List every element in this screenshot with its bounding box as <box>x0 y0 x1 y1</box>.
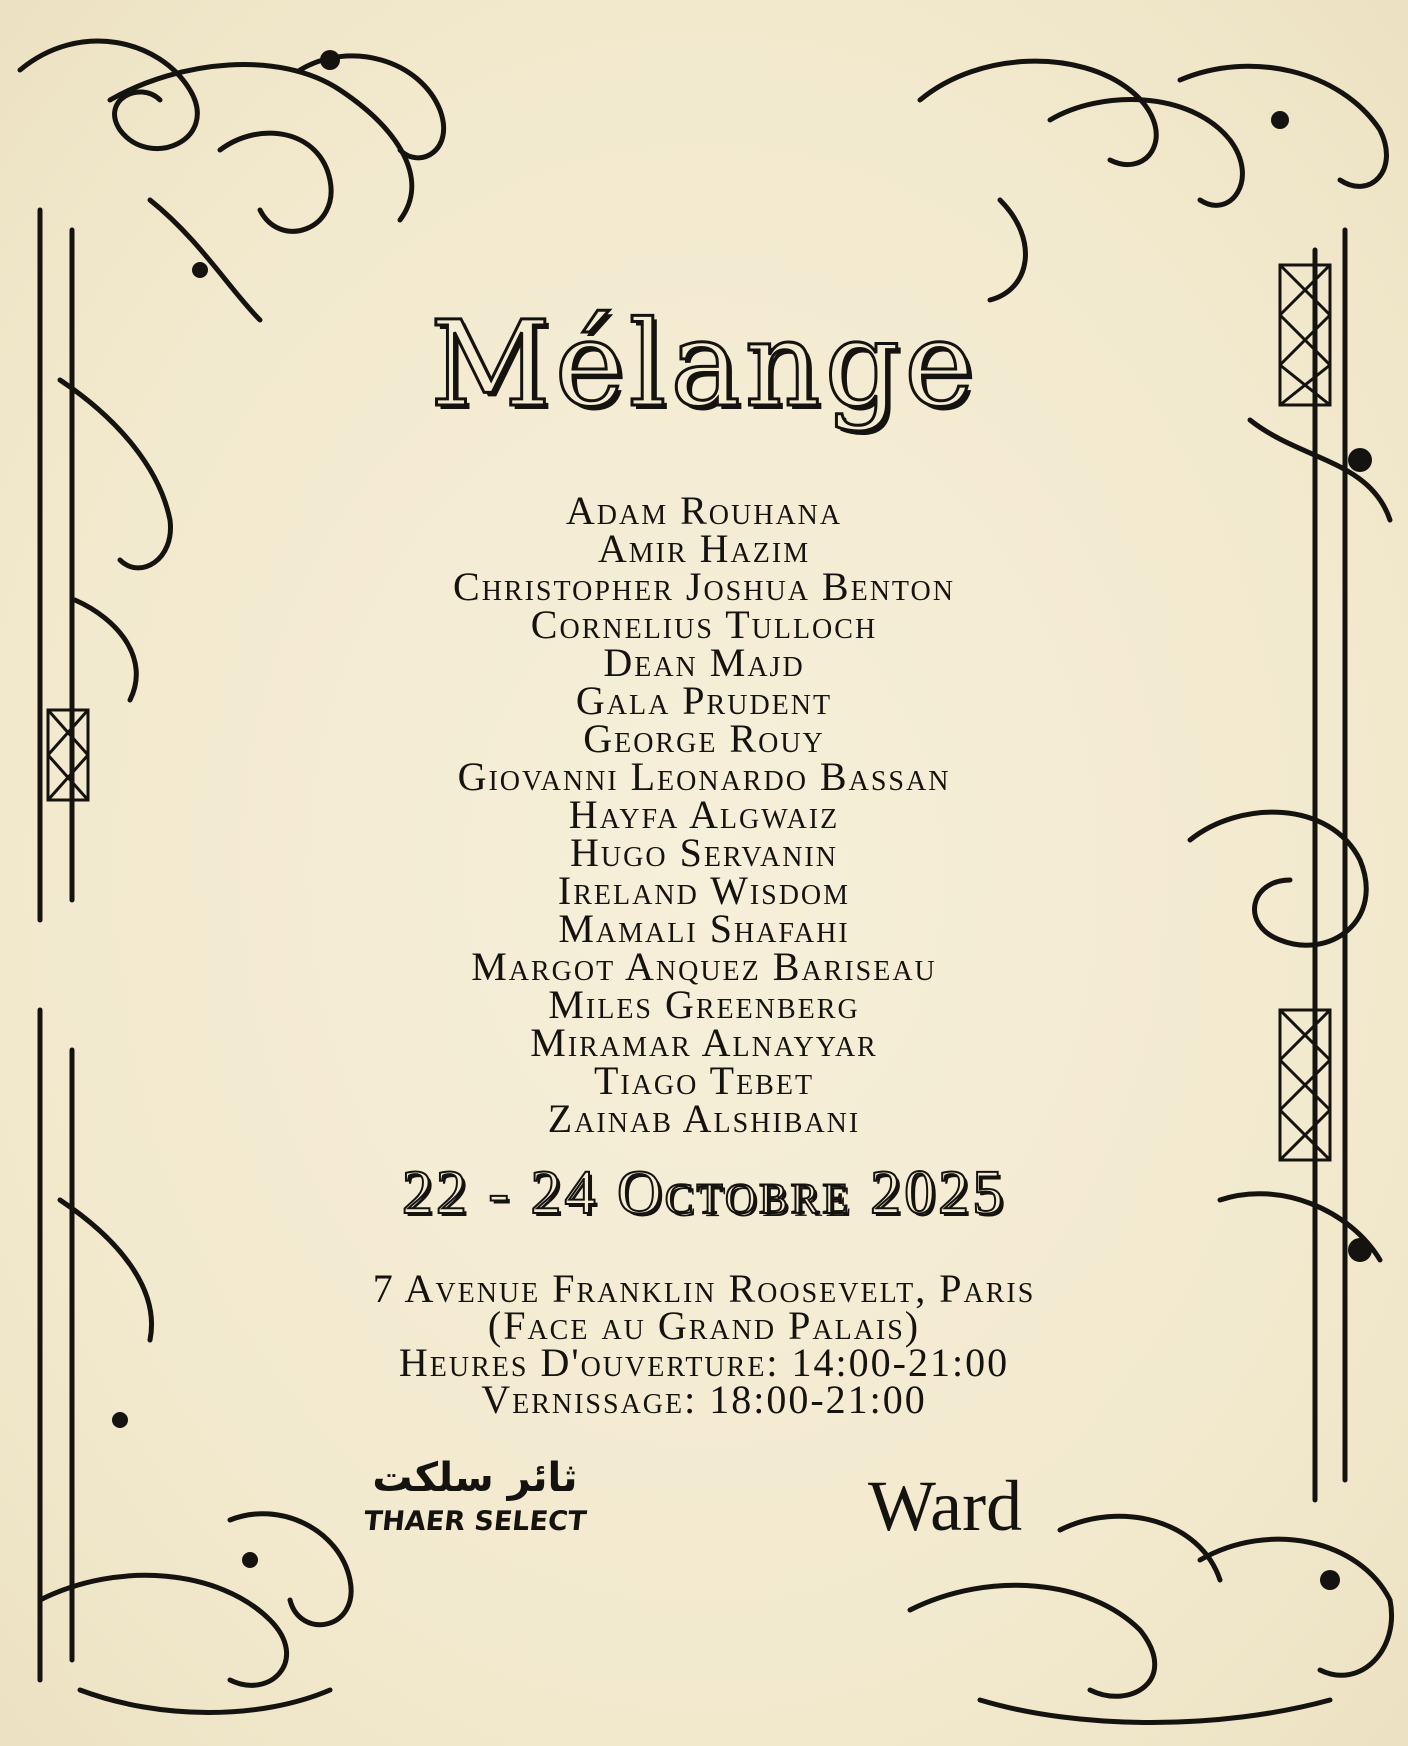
artist-name: Miles Greenberg <box>548 982 860 1027</box>
artist-name: Mamali Shafahi <box>558 906 850 951</box>
exhibition-dates: 22 - 24 Octobre 2025 <box>401 1159 1007 1227</box>
thaer-select-latin: THAER SELECT <box>362 1506 588 1537</box>
vernissage-time: Vernissage: 18:00-21:00 <box>481 1377 927 1422</box>
venue-note: (Face au Grand Palais) <box>487 1303 921 1348</box>
exhibition-title: Mélange <box>429 295 979 433</box>
venue-address: 7 Avenue Franklin Roosevelt, Paris <box>372 1266 1036 1311</box>
artist-name: Ireland Wisdom <box>557 868 851 913</box>
artist-name: Cornelius Tulloch <box>530 602 878 647</box>
artist-name: Tiago Tebet <box>593 1058 815 1103</box>
artist-name: Giovanni Leonardo Bassan <box>457 754 951 799</box>
artist-name: Christopher Joshua Benton <box>453 564 955 609</box>
ward-logo: Ward <box>867 1466 1023 1546</box>
thaer-select-arabic: ثائر سلكت <box>372 1455 578 1501</box>
artist-list <box>0 488 1408 1141</box>
artist-name: George Rouy <box>583 716 825 761</box>
artist-name: Hayfa Algwaiz <box>568 792 840 837</box>
artist-name: Hugo Servanin <box>570 830 838 875</box>
thaer-select-logo <box>360 1452 590 1552</box>
venue-info <box>0 1266 1408 1422</box>
artist-name: Gala Prudent <box>575 678 833 723</box>
artist-name: Adam Rouhana <box>565 488 843 533</box>
artist-name: Zainab Alshibani <box>547 1096 861 1141</box>
opening-hours: Heures D'ouverture: 14:00-21:00 <box>398 1340 1010 1385</box>
artist-name: Dean Majd <box>603 640 805 685</box>
artist-name: Amir Hazim <box>597 526 811 571</box>
artist-name: Miramar Alnayyar <box>530 1020 878 1065</box>
artist-name: Margot Anquez Bariseau <box>471 944 937 989</box>
